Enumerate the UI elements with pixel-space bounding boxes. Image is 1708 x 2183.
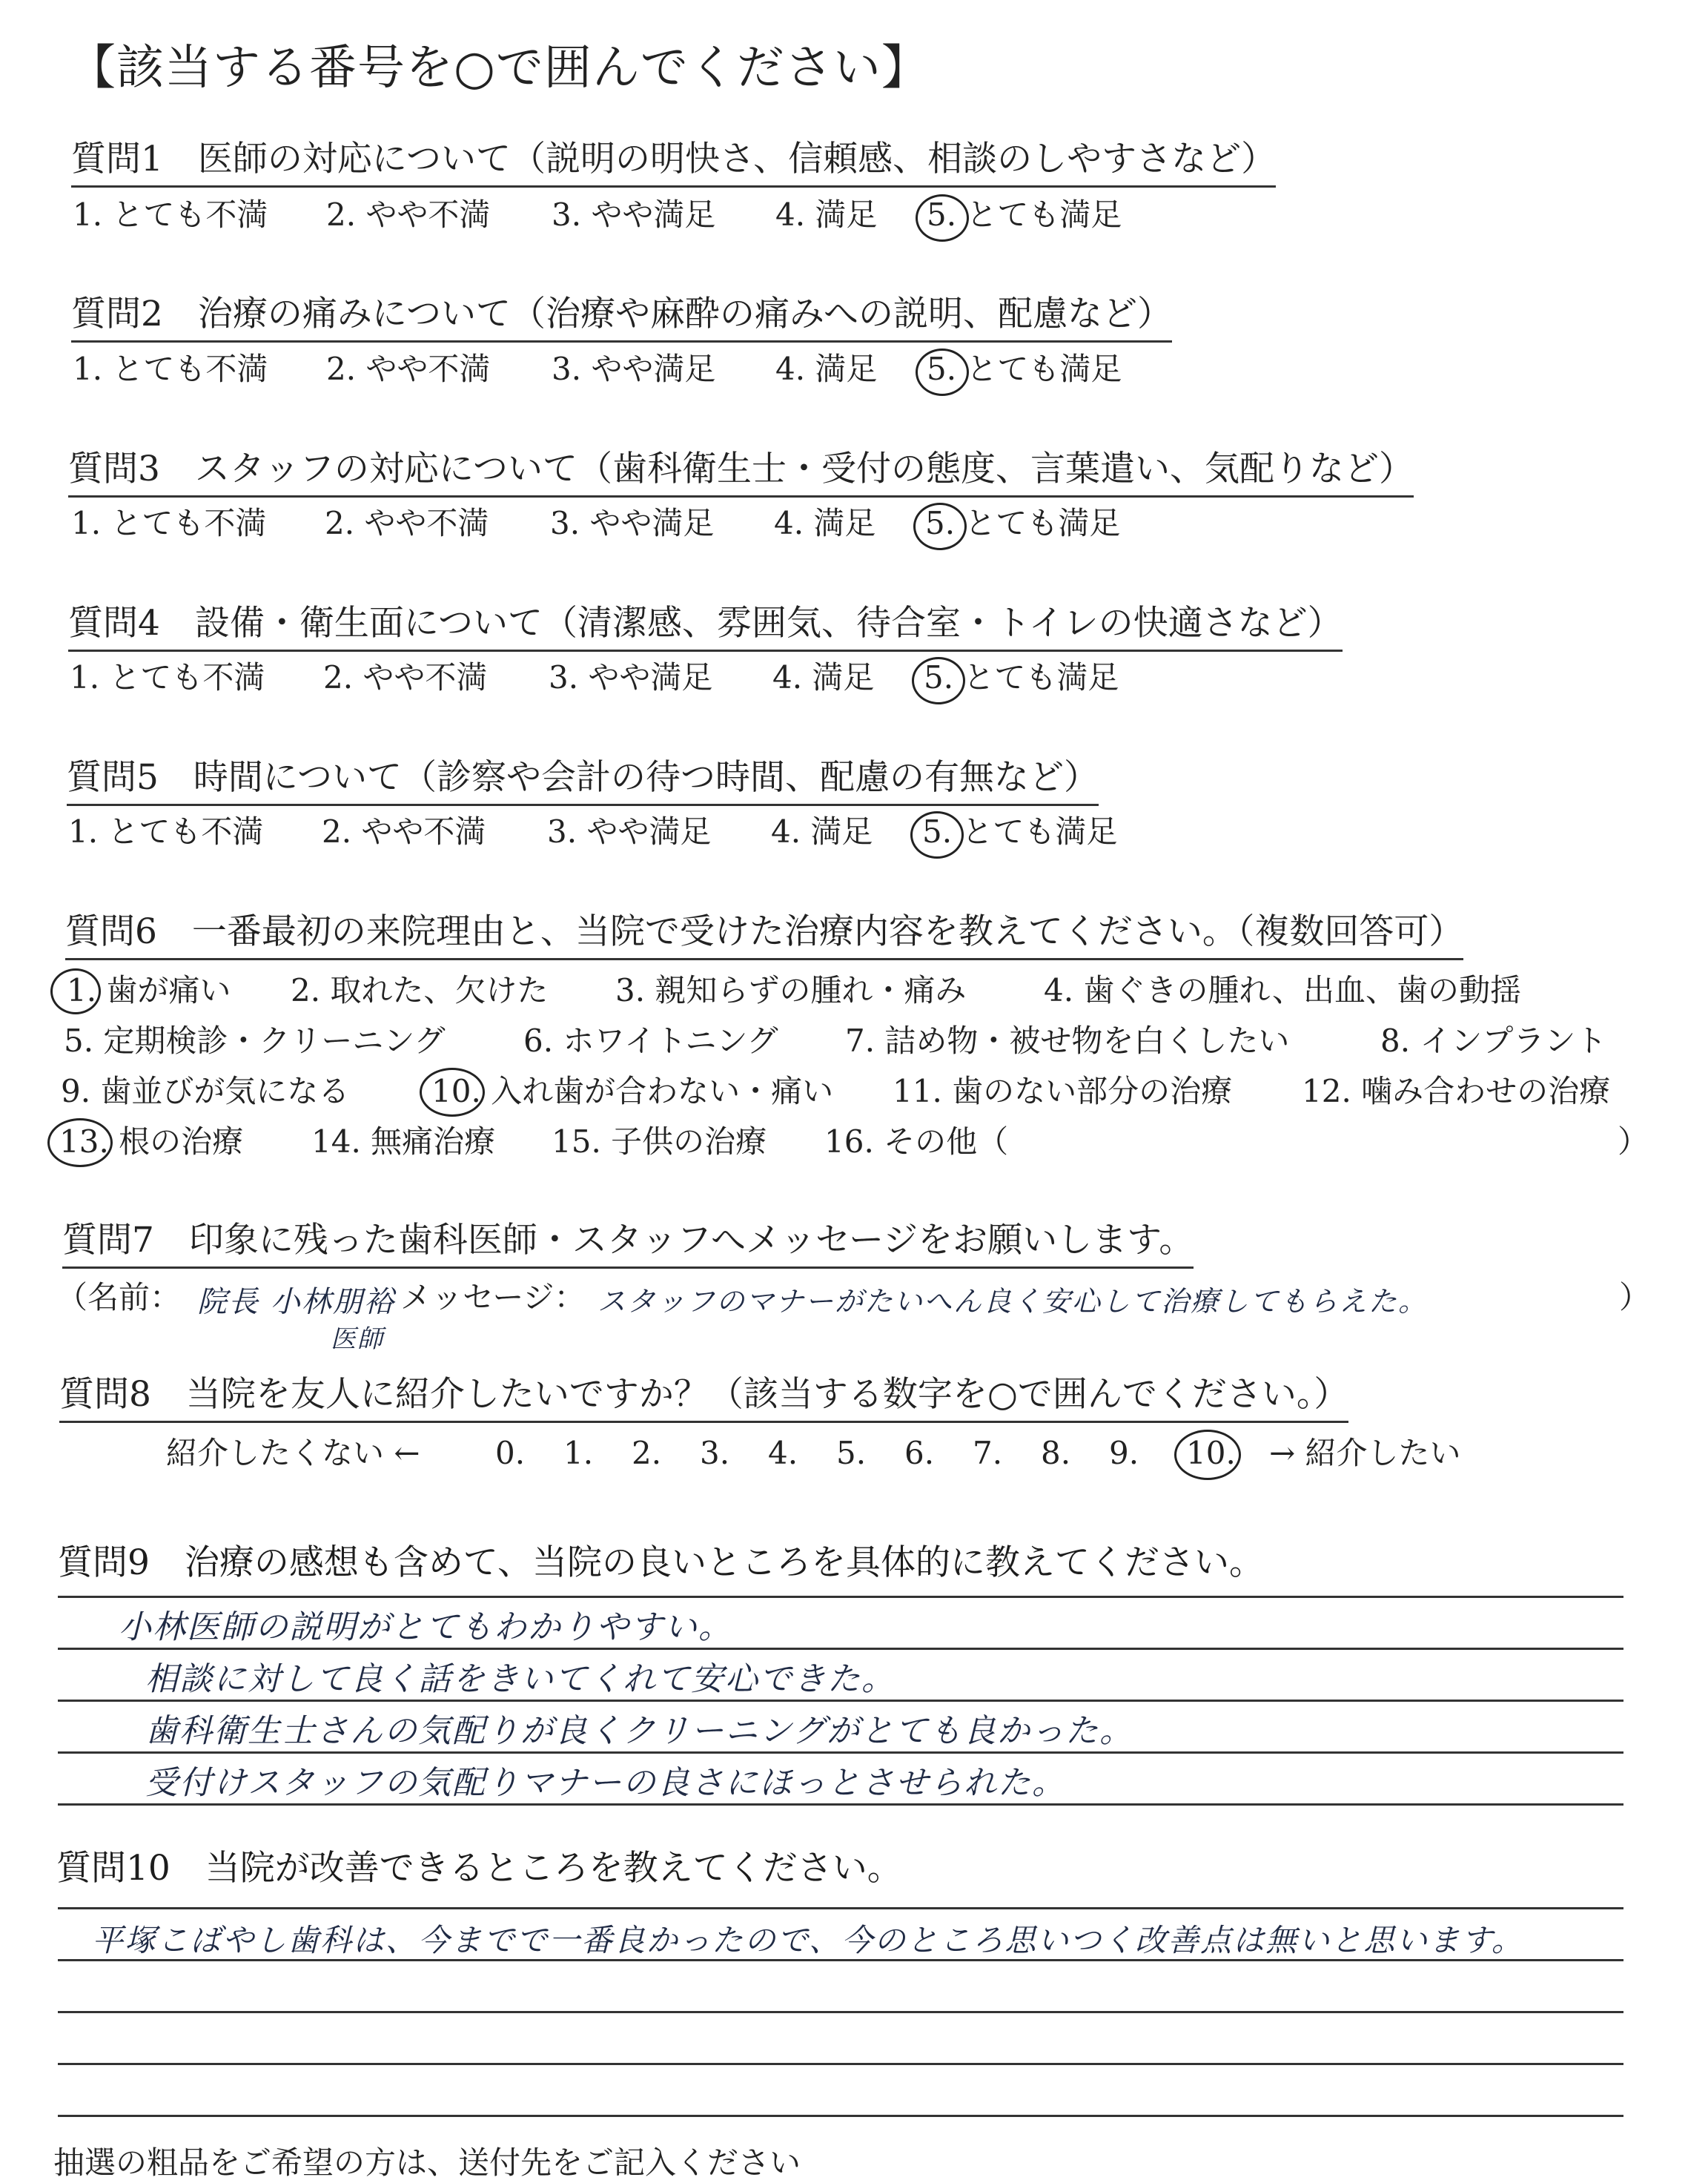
question-6-heading: 質問6 一番最初の来院理由と、当院で受けた治療内容を教えてください。（複数回答可） [65,911,1463,960]
q8-number-4[interactable]: 4. [768,1435,798,1471]
q4-option-4[interactable]: 4. 満足 [772,659,875,696]
q10-answer-line-1[interactable]: 平塚こばやし歯科は、今までで一番良かったので、今のところ思いつく改善点は無いと思います。 [92,1922,1524,1958]
q3-option-3[interactable]: 3. やや満足 [550,505,715,541]
q8-number-2[interactable]: 2. [632,1435,662,1471]
q6-selection-circle-10 [420,1068,485,1117]
q9-answer-line-1[interactable]: 小林医師の説明がとてもわかりやすい。 [119,1608,732,1646]
q7-name-label: （名前： [56,1279,182,1315]
q9-rule-1 [58,1596,1623,1598]
question-3-heading: 質問3 スタッフの対応について（歯科衛生士・受付の態度、言葉遣い、気配りなど） [68,448,1414,498]
q5-selection-circle [910,811,964,859]
q6-other-close-paren: ） [1618,1123,1649,1160]
q8-number-6[interactable]: 6. [904,1435,935,1471]
q3-option-5[interactable]: 5. とても満足 [925,505,1121,541]
page-title: 【該当する番号を○で囲んでください】 [68,41,930,96]
q8-number-5[interactable]: 5. [836,1435,867,1471]
q1-option-5[interactable]: 5. とても満足 [927,196,1122,233]
q8-number-10[interactable]: 10. [1186,1435,1236,1471]
q8-right-label: → 紹介したい [1269,1435,1461,1471]
q7-name-value[interactable]: 院長 小林朋裕 [197,1285,395,1319]
question-2-heading: 質問2 治療の痛みについて（治療や麻酔の痛みへの説明、配慮など） [71,293,1172,343]
q5-option-5[interactable]: 5. とても満足 [922,813,1118,850]
q9-answer-line-4[interactable]: 受付けスタッフの気配りマナーの良さにほっとさせられた。 [145,1764,1066,1802]
q7-name-value-sub: 医師 [331,1324,384,1354]
q9-rule-2 [58,1648,1623,1650]
q7-close-paren: ） [1619,1279,1651,1315]
q2-option-1[interactable]: 1. とても不満 [73,351,268,387]
q5-option-1[interactable]: 1. とても不満 [68,813,264,850]
q4-option-3[interactable]: 3. やや満足 [549,659,713,696]
q3-option-1[interactable]: 1. とても不満 [71,505,267,541]
q10-rule-1 [58,1907,1623,1909]
q8-number-0[interactable]: 0. [495,1435,526,1471]
q4-selection-circle [912,657,965,704]
q6-option-4[interactable]: 4. 歯ぐきの腫れ、出血、歯の動揺 [1044,972,1521,1008]
q6-option-10[interactable]: 10. 入れ歯が合わない・痛い [431,1073,834,1109]
q5-option-4[interactable]: 4. 満足 [771,813,873,850]
q3-selection-circle [913,503,967,550]
question-10-heading: 質問10 当院が改善できるところを教えてください。 [56,1848,902,1889]
q10-rule-4 [58,2063,1623,2065]
q6-option-12[interactable]: 12. 噛み合わせの治療 [1302,1073,1611,1109]
question-4-heading: 質問4 設備・衛生面について（清潔感、雰囲気、待合室・トイレの快適さなど） [68,602,1343,652]
q8-selection-circle [1174,1430,1241,1480]
q6-option-3[interactable]: 3. 親知らずの腫れ・痛み [615,972,967,1008]
q10-rule-5 [58,2115,1623,2117]
q6-option-13[interactable]: 13. 根の治療 [59,1123,244,1160]
q1-selection-circle [916,194,969,242]
footer-fragment: 抽選の粗品をご希望の方は、送付先をご記入ください [53,2144,801,2181]
q6-option-1[interactable]: 1. 歯が痛い [67,972,231,1008]
q8-number-7[interactable]: 7. [973,1435,1003,1471]
q10-rule-3 [58,2011,1623,2013]
q6-option-14[interactable]: 14. 無痛治療 [311,1123,496,1160]
q6-option-6[interactable]: 6. ホワイトニング [523,1023,778,1059]
q4-option-2[interactable]: 2. やや不満 [323,659,488,696]
q6-option-16[interactable]: 16. その他（ [824,1123,1009,1160]
q6-selection-circle-13 [47,1118,113,1167]
q6-option-5[interactable]: 5. 定期検診・クリーニング [64,1023,446,1059]
q9-rule-4 [58,1751,1623,1754]
q4-option-5[interactable]: 5. とても満足 [924,659,1119,696]
q6-option-9[interactable]: 9. 歯並びが気になる [61,1073,350,1109]
q4-option-1[interactable]: 1. とても不満 [70,659,265,696]
q9-rule-3 [58,1700,1623,1702]
q8-number-9[interactable]: 9. [1109,1435,1139,1471]
q1-option-3[interactable]: 3. やや満足 [552,196,716,233]
q6-option-7[interactable]: 7. 詰め物・被せ物を白くしたい [845,1023,1290,1059]
q2-option-2[interactable]: 2. やや不満 [326,351,491,387]
q2-option-5[interactable]: 5. とても満足 [927,351,1122,387]
q3-option-4[interactable]: 4. 満足 [774,505,876,541]
q6-option-15[interactable]: 15. 子供の治療 [552,1123,767,1160]
q9-rule-5 [58,1803,1623,1806]
q2-selection-circle [916,349,969,396]
q3-option-2[interactable]: 2. やや不満 [325,505,489,541]
question-5-heading: 質問5 時間について（診察や会計の待つ時間、配慮の有無など） [67,756,1099,806]
q7-message-value[interactable]: スタッフのマナーがたいへん良く安心して治療してもらえた。 [598,1285,1429,1318]
q8-number-8[interactable]: 8. [1041,1435,1071,1471]
q1-option-2[interactable]: 2. やや不満 [326,196,491,233]
question-1-heading: 質問1 医師の対応について（説明の明快さ、信頼感、相談のしやすさなど） [71,138,1276,188]
q2-option-3[interactable]: 3. やや満足 [552,351,716,387]
q5-option-3[interactable]: 3. やや満足 [547,813,712,850]
q1-option-4[interactable]: 4. 満足 [775,196,878,233]
q6-option-11[interactable]: 11. 歯のない部分の治療 [893,1073,1233,1109]
q9-answer-line-2[interactable]: 相談に対して良く話をきいてくれて安心できた。 [145,1660,896,1698]
q2-option-4[interactable]: 4. 満足 [775,351,878,387]
q5-option-2[interactable]: 2. やや不満 [322,813,486,850]
q1-option-1[interactable]: 1. とても不満 [73,196,268,233]
q7-message-label: メッセージ： [400,1279,586,1315]
question-7-heading: 質問7 印象に残った歯科医師・スタッフへメッセージをお願いします。 [62,1219,1194,1269]
question-9-heading: 質問9 治療の感想も含めて、当院の良いところを具体的に教えてください。 [58,1542,1264,1583]
q6-selection-circle-1 [50,968,101,1014]
q8-left-label: 紹介したくない ← [166,1435,420,1471]
q6-option-2[interactable]: 2. 取れた、欠けた [291,972,549,1008]
question-8-heading: 質問8 当院を友人に紹介したいですか？（該当する数字を○で囲んでください。） [59,1373,1348,1423]
q6-option-8[interactable]: 8. インプラント [1380,1023,1607,1059]
q8-number-1[interactable]: 1. [563,1435,594,1471]
q9-answer-line-3[interactable]: 歯科衛生士さんの気配りが良くクリーニングがとても良かった。 [145,1712,1134,1750]
q8-number-3[interactable]: 3. [700,1435,730,1471]
